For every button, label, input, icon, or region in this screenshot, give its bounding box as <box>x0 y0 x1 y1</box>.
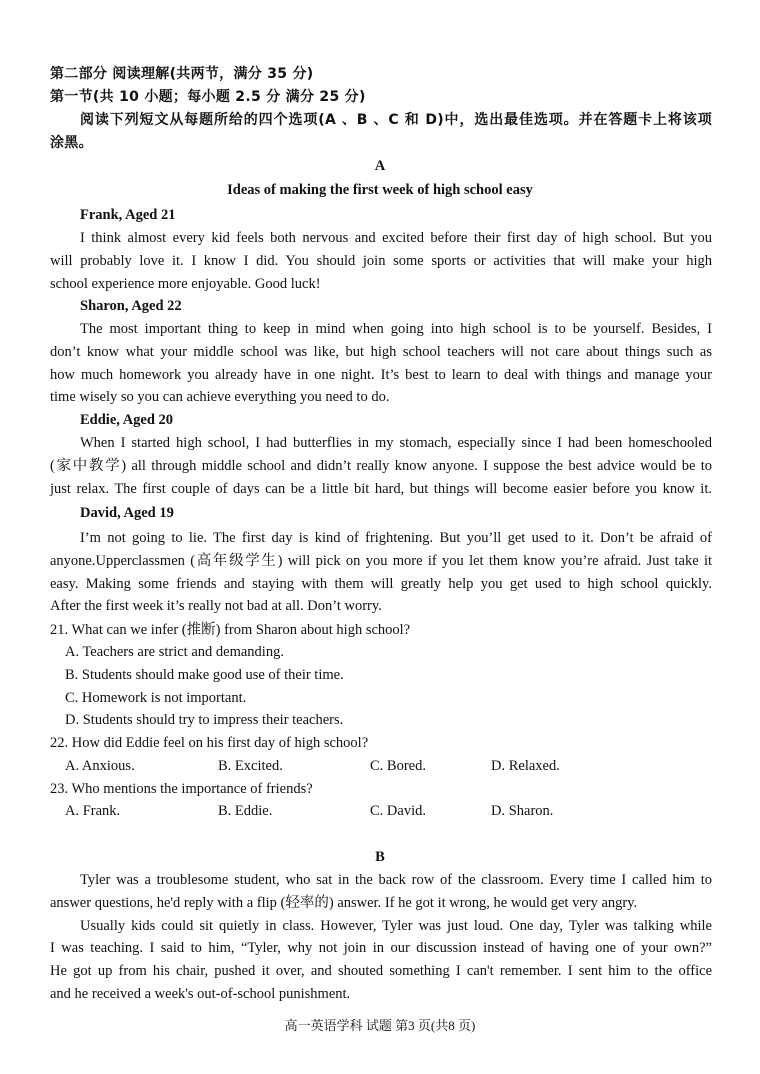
eddie-line: When I started high school, I had butterflies in my stomach, especially since I had been homeschooled <box>80 435 712 451</box>
david-line: I’m not going to lie. The first day is kind of frightening. But you’ll get used to it. Don’t be afraid of <box>80 530 712 546</box>
q22-option-d: D. Relaxed. <box>491 758 560 774</box>
passage-b-line: answer questions, he'd reply with a flip (轻率的) answer. If he got it wrong, he would get very angry. <box>50 895 638 911</box>
passage-a-title: Ideas of making the first week of high school easy <box>227 182 533 198</box>
question-22: 22. How did Eddie feel on his first day of high school? <box>50 735 369 751</box>
passage-b-letter: B <box>375 849 385 865</box>
frank-line: I think almost every kid feels both nervous and excited before their first day of high school. But you <box>80 230 712 246</box>
eddie-line: just relax. The first couple of days can be a little bit hard, but things will become easier before you know it. <box>50 481 712 497</box>
q22-option-c: C. Bored. <box>370 758 426 774</box>
sharon-line: don’t know what your middle school was like, but high school teachers will not care about things such as <box>50 344 712 360</box>
passage-a-letter: A <box>374 158 386 174</box>
eddie-name: Eddie, Aged 20 <box>80 412 174 428</box>
passage-b-line: I was teaching. I said to him, “Tyler, why not join in our discussion instead of having one of your own?” <box>50 940 712 956</box>
passage-b-line: and he received a week's out-of-school punishment. <box>50 986 351 1002</box>
q23-option-c: C. David. <box>370 803 426 819</box>
part-heading: 第二部分 阅读理解(共两节，满分 35 分) <box>50 66 314 82</box>
q22-option-a: A. Anxious. <box>65 758 135 774</box>
q23-option-d: D. Sharon. <box>491 803 554 819</box>
q21-option-a: A. Teachers are strict and demanding. <box>65 644 284 660</box>
david-line: anyone.Upperclassmen (高年级学生) will pick on you more if you let them know you’re afraid. Just take it <box>50 553 712 569</box>
sharon-line: how much homework you already have in one night. It’s best to learn to deal with things and manage your <box>50 367 712 383</box>
eddie-line: (家中教学) all through middle school and didn’t really know anyone. I suppose the best advice would be to <box>50 458 712 474</box>
frank-name: Frank, Aged 21 <box>80 207 176 223</box>
question-23: 23. Who mentions the importance of friends? <box>50 781 313 797</box>
instruction-line-1: 阅读下列短文从每题所给的四个选项(A 、B 、C 和 D)中，选出最佳选项。并在答题卡上将该项 <box>80 112 712 128</box>
sharon-line: The most important thing to keep in mind when going into high school is to be yourself. Besides, I <box>80 321 712 337</box>
instruction-line-2: 涂黑。 <box>50 135 93 151</box>
frank-line: school experience more enjoyable. Good luck! <box>50 276 321 292</box>
david-name: David, Aged 19 <box>80 505 174 521</box>
passage-b-line: He got up from his chair, pushed it over, and shouted something I can't remember. I sent him to the office <box>50 963 712 979</box>
david-line: easy. Making some friends and staying with them will greatly help you get used to high school quickly. <box>50 576 712 592</box>
q21-option-b: B. Students should make good use of their time. <box>65 667 344 683</box>
passage-b-line: Usually kids could sit quietly in class. However, Tyler was just loud. One day, Tyler was talking while <box>80 918 712 934</box>
q23-option-b: B. Eddie. <box>218 803 273 819</box>
section-heading: 第一节(共 10 小题；每小题 2.5 分 满分 25 分) <box>50 89 366 105</box>
q21-option-c: C. Homework is not important. <box>65 690 247 706</box>
sharon-name: Sharon, Aged 22 <box>80 298 182 314</box>
page-footer: 高一英语学科 试题 第3 页(共8 页) <box>284 1018 476 1033</box>
passage-b-line: Tyler was a troublesome student, who sat in the back row of the classroom. Every time I called him to <box>80 872 712 888</box>
q23-option-a: A. Frank. <box>65 803 121 819</box>
sharon-line: time wisely so you can achieve everything you need to do. <box>50 389 390 405</box>
q21-option-d: D. Students should try to impress their teachers. <box>65 712 344 728</box>
frank-line: will probably love it. I know I did. You should join some sports or activities that will make your high <box>50 253 712 269</box>
david-line: After the first week it’s really not bad at all. Don’t worry. <box>50 598 382 614</box>
q22-option-b: B. Excited. <box>218 758 283 774</box>
question-21: 21. What can we infer (推断) from Sharon about high school? <box>50 622 411 638</box>
